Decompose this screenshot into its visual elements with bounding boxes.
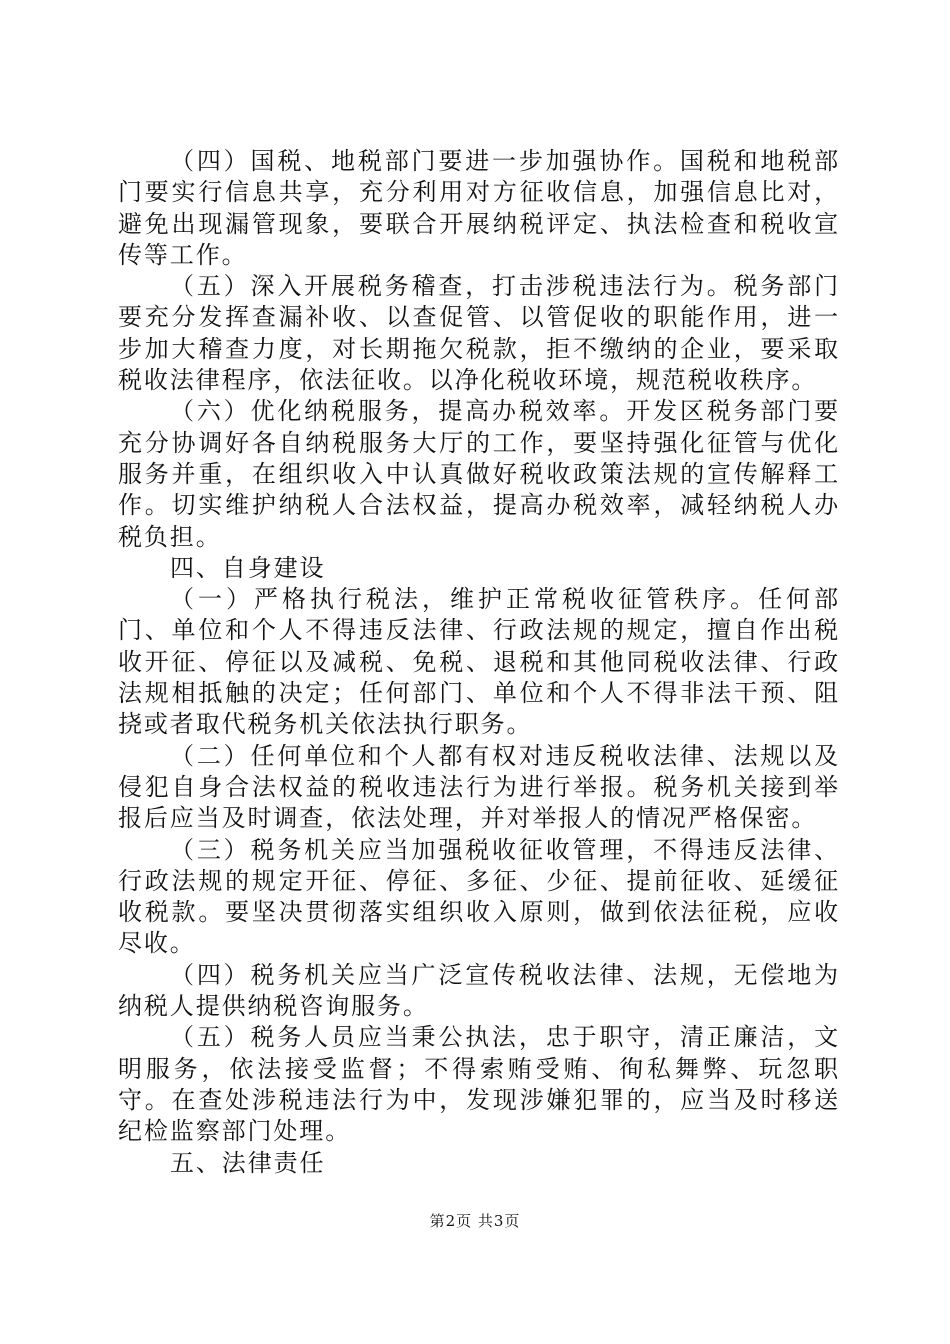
section-heading-legal-liability: 五、法律责任 xyxy=(170,1148,326,1177)
paragraph-1-strict-enforcement: （一）严格执行税法，维护正常税收征管秩序。任何部门、单位和个人不得违反法律、行政法规的规定，擅自作出税收开征、停征以及减税、免税、退税和其他同税收法律、行政法规相抵触的决定；任何部门、单位和个人不得非法干预、阻挠或者取代税务机关依法执行职务。 xyxy=(118,585,840,739)
document-body xyxy=(118,146,840,1179)
section-heading-self-building: 四、自身建设 xyxy=(170,553,326,582)
page-number-footer: 第2页 共3页 xyxy=(429,1212,521,1230)
paragraph-4-publicity: （四）税务机关应当广泛宣传税收法律、法规，无偿地为纳税人提供纳税咨询服务。 xyxy=(118,960,840,1021)
paragraph-3-collection-management: （三）税务机关应当加强税收征收管理，不得违反法律、行政法规的规定开征、停征、多征、少征、提前征收、延缓征收税款。要坚决贯彻落实组织收入原则，做到依法征税，应收尽收。 xyxy=(118,835,840,958)
paragraph-5-audit: （五）深入开展税务稽查，打击涉税违法行为。税务部门要充分发挥查漏补收、以查促管、以管促收的职能作用，进一步加大稽查力度，对长期拖欠税款，拒不缴纳的企业，要采取税收法律程序，依法征收。以净化税收环境，规范税收秩序。 xyxy=(118,272,840,395)
paragraph-6-service: （六）优化纳税服务，提高办税效率。开发区税务部门要充分协调好各自纳税服务大厅的工作，要坚持强化征管与优化服务并重，在组织收入中认真做好税收政策法规的宣传解释工作。切实维护纳税人合法权益，提高办税效率，减轻纳税人办税负担。 xyxy=(118,397,840,551)
paragraph-4-coordination: （四）国税、地税部门要进一步加强协作。国税和地税部门要实行信息共享，充分利用对方征收信息，加强信息比对，避免出现漏管现象，要联合开展纳税评定、执法检查和税收宣传等工作。 xyxy=(118,147,840,269)
paragraph-5-integrity: （五）税务人员应当秉公执法，忠于职守，清正廉洁，文明服务，依法接受监督；不得索贿受贿、徇私舞弊、玩忽职守。在查处涉税违法行为中，发现涉嫌犯罪的，应当及时移送纪检监察部门处理。 xyxy=(118,1023,840,1146)
paragraph-2-reporting: （二）任何单位和个人都有权对违反税收法律、法规以及侵犯自身合法权益的税收违法行为进行举报。税务机关接到举报后应当及时调查，依法处理，并对举报人的情况严格保密。 xyxy=(118,741,840,833)
